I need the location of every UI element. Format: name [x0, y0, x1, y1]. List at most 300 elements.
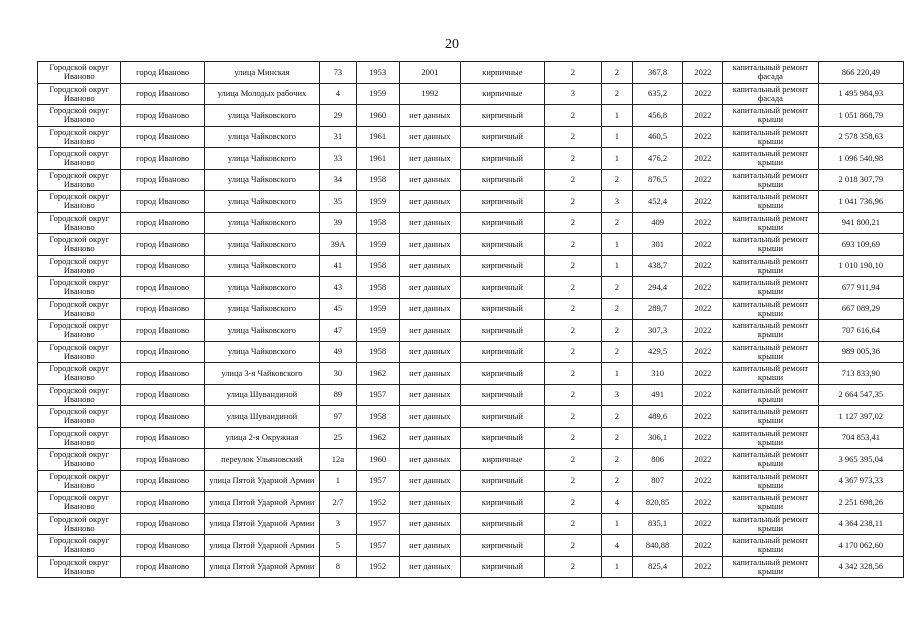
wall-material-cell: кирпичный	[461, 384, 545, 406]
house-number-cell: 30	[320, 363, 357, 385]
floors-cell: 2	[544, 126, 601, 148]
plan-year-cell: 2022	[683, 470, 723, 492]
settlement-cell: город Иваново	[121, 427, 204, 449]
table-row	[38, 255, 904, 277]
renovation-year-cell: нет данных	[399, 406, 461, 428]
settlement-cell: город Иваново	[121, 363, 204, 385]
street-cell: улица Минская	[204, 62, 319, 84]
build-year-cell: 1958	[356, 406, 399, 428]
work-type-cell: капитальный ремонт крыши	[723, 427, 818, 449]
municipality-cell: Городской округ Иваново	[38, 62, 121, 84]
settlement-cell: город Иваново	[121, 83, 204, 105]
work-type-cell: капитальный ремонт крыши	[723, 277, 818, 299]
municipality-cell: Городской округ Иваново	[38, 83, 121, 105]
wall-material-cell: кирпичный	[461, 470, 545, 492]
municipality-cell: Городской округ Иваново	[38, 126, 121, 148]
build-year-cell: 1960	[356, 449, 399, 471]
cost-cell: 4 342 328,56	[818, 556, 903, 578]
renovation-year-cell: нет данных	[399, 126, 461, 148]
street-cell: улица Пятой Ударной Армии	[204, 492, 319, 514]
street-cell: улица Чайковского	[204, 341, 319, 363]
cost-cell: 866 220,49	[818, 62, 903, 84]
table-row	[38, 298, 904, 320]
entrances-cell: 2	[602, 277, 633, 299]
floors-cell: 2	[544, 406, 601, 428]
wall-material-cell: кирпичный	[461, 212, 545, 234]
work-type-cell: капитальный ремонт крыши	[723, 126, 818, 148]
area-cell: 409	[632, 212, 683, 234]
work-type-cell: капитальный ремонт крыши	[723, 234, 818, 256]
table-row	[38, 320, 904, 342]
plan-year-cell: 2022	[683, 212, 723, 234]
street-cell: улица Чайковского	[204, 298, 319, 320]
table-row	[38, 62, 904, 84]
wall-material-cell: кирпичный	[461, 492, 545, 514]
house-number-cell: 97	[320, 406, 357, 428]
settlement-cell: город Иваново	[121, 62, 204, 84]
work-type-cell: капитальный ремонт крыши	[723, 535, 818, 557]
street-cell: улица Чайковского	[204, 320, 319, 342]
floors-cell: 2	[544, 62, 601, 84]
cost-cell: 693 109,69	[818, 234, 903, 256]
floors-cell: 2	[544, 470, 601, 492]
build-year-cell: 1958	[356, 277, 399, 299]
plan-year-cell: 2022	[683, 320, 723, 342]
street-cell: улица Чайковского	[204, 126, 319, 148]
renovation-year-cell: нет данных	[399, 105, 461, 127]
floors-cell: 2	[544, 384, 601, 406]
municipality-cell: Городской округ Иваново	[38, 513, 121, 535]
entrances-cell: 1	[602, 513, 633, 535]
house-number-cell: 41	[320, 255, 357, 277]
settlement-cell: город Иваново	[121, 535, 204, 557]
house-number-cell: 29	[320, 105, 357, 127]
street-cell: улица Чайковского	[204, 234, 319, 256]
wall-material-cell: кирпичные	[461, 62, 545, 84]
floors-cell: 2	[544, 513, 601, 535]
floors-cell: 2	[544, 320, 601, 342]
municipality-cell: Городской округ Иваново	[38, 212, 121, 234]
street-cell: улица 2-я Окружная	[204, 427, 319, 449]
wall-material-cell: кирпичный	[461, 126, 545, 148]
settlement-cell: город Иваново	[121, 148, 204, 170]
street-cell: улица Пятой Ударной Армии	[204, 470, 319, 492]
settlement-cell: город Иваново	[121, 105, 204, 127]
wall-material-cell: кирпичный	[461, 341, 545, 363]
floors-cell: 2	[544, 556, 601, 578]
work-type-cell: капитальный ремонт крыши	[723, 470, 818, 492]
entrances-cell: 2	[602, 427, 633, 449]
table-row	[38, 470, 904, 492]
settlement-cell: город Иваново	[121, 513, 204, 535]
build-year-cell: 1958	[356, 255, 399, 277]
work-type-cell: капитальный ремонт крыши	[723, 406, 818, 428]
area-cell: 476,2	[632, 148, 683, 170]
table-row	[38, 126, 904, 148]
entrances-cell: 1	[602, 148, 633, 170]
renovation-year-cell: нет данных	[399, 535, 461, 557]
floors-cell: 2	[544, 191, 601, 213]
plan-year-cell: 2022	[683, 148, 723, 170]
street-cell: улица Чайковского	[204, 169, 319, 191]
floors-cell: 2	[544, 449, 601, 471]
table-row	[38, 169, 904, 191]
build-year-cell: 1959	[356, 298, 399, 320]
area-cell: 294,4	[632, 277, 683, 299]
build-year-cell: 1957	[356, 384, 399, 406]
entrances-cell: 1	[602, 556, 633, 578]
area-cell: 460,5	[632, 126, 683, 148]
area-cell: 367,8	[632, 62, 683, 84]
table-row	[38, 191, 904, 213]
house-number-cell: 43	[320, 277, 357, 299]
build-year-cell: 1959	[356, 83, 399, 105]
entrances-cell: 2	[602, 83, 633, 105]
wall-material-cell: кирпичные	[461, 83, 545, 105]
entrances-cell: 3	[602, 191, 633, 213]
plan-year-cell: 2022	[683, 363, 723, 385]
area-cell: 876,5	[632, 169, 683, 191]
floors-cell: 2	[544, 234, 601, 256]
plan-year-cell: 2022	[683, 384, 723, 406]
build-year-cell: 1958	[356, 169, 399, 191]
cost-cell: 1 495 984,93	[818, 83, 903, 105]
house-number-cell: 2/7	[320, 492, 357, 514]
work-type-cell: капитальный ремонт крыши	[723, 148, 818, 170]
settlement-cell: город Иваново	[121, 341, 204, 363]
municipality-cell: Городской округ Иваново	[38, 298, 121, 320]
build-year-cell: 1959	[356, 320, 399, 342]
municipality-cell: Городской округ Иваново	[38, 427, 121, 449]
street-cell: улица 3-я Чайковского	[204, 363, 319, 385]
cost-cell: 667 089,29	[818, 298, 903, 320]
cost-cell: 1 041 736,96	[818, 191, 903, 213]
wall-material-cell: кирпичный	[461, 406, 545, 428]
housing-repair-table	[37, 61, 904, 578]
area-cell: 310	[632, 363, 683, 385]
street-cell: улица Чайковского	[204, 255, 319, 277]
area-cell: 840,88	[632, 535, 683, 557]
table-row	[38, 492, 904, 514]
work-type-cell: капитальный ремонт крыши	[723, 320, 818, 342]
work-type-cell: капитальный ремонт фасада	[723, 62, 818, 84]
cost-cell: 1 127 397,02	[818, 406, 903, 428]
plan-year-cell: 2022	[683, 83, 723, 105]
entrances-cell: 2	[602, 212, 633, 234]
plan-year-cell: 2022	[683, 513, 723, 535]
municipality-cell: Городской округ Иваново	[38, 535, 121, 557]
cost-cell: 2 018 307,79	[818, 169, 903, 191]
house-number-cell: 33	[320, 148, 357, 170]
entrances-cell: 2	[602, 62, 633, 84]
plan-year-cell: 2022	[683, 62, 723, 84]
house-number-cell: 25	[320, 427, 357, 449]
build-year-cell: 1958	[356, 341, 399, 363]
renovation-year-cell: нет данных	[399, 556, 461, 578]
table-row	[38, 212, 904, 234]
wall-material-cell: кирпичный	[461, 169, 545, 191]
work-type-cell: капитальный ремонт крыши	[723, 513, 818, 535]
entrances-cell: 1	[602, 363, 633, 385]
renovation-year-cell: нет данных	[399, 148, 461, 170]
house-number-cell: 4	[320, 83, 357, 105]
house-number-cell: 89	[320, 384, 357, 406]
work-type-cell: капитальный ремонт крыши	[723, 191, 818, 213]
entrances-cell: 2	[602, 341, 633, 363]
build-year-cell: 1962	[356, 427, 399, 449]
build-year-cell: 1960	[356, 105, 399, 127]
floors-cell: 2	[544, 427, 601, 449]
settlement-cell: город Иваново	[121, 255, 204, 277]
area-cell: 438,7	[632, 255, 683, 277]
build-year-cell: 1961	[356, 148, 399, 170]
municipality-cell: Городской округ Иваново	[38, 234, 121, 256]
wall-material-cell: кирпичный	[461, 320, 545, 342]
entrances-cell: 2	[602, 298, 633, 320]
municipality-cell: Городской округ Иваново	[38, 277, 121, 299]
area-cell: 456,8	[632, 105, 683, 127]
house-number-cell: 34	[320, 169, 357, 191]
table-row	[38, 556, 904, 578]
work-type-cell: капитальный ремонт крыши	[723, 449, 818, 471]
build-year-cell: 1952	[356, 556, 399, 578]
entrances-cell: 1	[602, 234, 633, 256]
build-year-cell: 1952	[356, 492, 399, 514]
plan-year-cell: 2022	[683, 341, 723, 363]
work-type-cell: капитальный ремонт крыши	[723, 384, 818, 406]
entrances-cell: 1	[602, 105, 633, 127]
work-type-cell: капитальный ремонт крыши	[723, 255, 818, 277]
renovation-year-cell: нет данных	[399, 492, 461, 514]
entrances-cell: 2	[602, 406, 633, 428]
floors-cell: 2	[544, 277, 601, 299]
page-number: 20	[445, 37, 459, 52]
build-year-cell: 1957	[356, 535, 399, 557]
area-cell: 452,4	[632, 191, 683, 213]
house-number-cell: 5	[320, 535, 357, 557]
cost-cell: 1 051 868,79	[818, 105, 903, 127]
plan-year-cell: 2022	[683, 449, 723, 471]
plan-year-cell: 2022	[683, 406, 723, 428]
house-number-cell: 35	[320, 191, 357, 213]
settlement-cell: город Иваново	[121, 556, 204, 578]
floors-cell: 2	[544, 105, 601, 127]
work-type-cell: капитальный ремонт крыши	[723, 556, 818, 578]
municipality-cell: Городской округ Иваново	[38, 449, 121, 471]
floors-cell: 2	[544, 363, 601, 385]
street-cell: улица Чайковского	[204, 212, 319, 234]
table-row	[38, 384, 904, 406]
cost-cell: 2 664 547,35	[818, 384, 903, 406]
renovation-year-cell: нет данных	[399, 191, 461, 213]
street-cell: улица Пятой Ударной Армии	[204, 556, 319, 578]
plan-year-cell: 2022	[683, 234, 723, 256]
area-cell: 635,2	[632, 83, 683, 105]
table-row	[38, 148, 904, 170]
cost-cell: 4 364 238,11	[818, 513, 903, 535]
street-cell: улица Чайковского	[204, 277, 319, 299]
work-type-cell: капитальный ремонт крыши	[723, 341, 818, 363]
table-row	[38, 535, 904, 557]
renovation-year-cell: нет данных	[399, 513, 461, 535]
settlement-cell: город Иваново	[121, 277, 204, 299]
cost-cell: 941 800,21	[818, 212, 903, 234]
street-cell: улица Шувандиной	[204, 384, 319, 406]
settlement-cell: город Иваново	[121, 320, 204, 342]
wall-material-cell: кирпичный	[461, 427, 545, 449]
municipality-cell: Городской округ Иваново	[38, 105, 121, 127]
plan-year-cell: 2022	[683, 277, 723, 299]
cost-cell: 989 005,36	[818, 341, 903, 363]
area-cell: 429,5	[632, 341, 683, 363]
table-row	[38, 277, 904, 299]
renovation-year-cell: нет данных	[399, 449, 461, 471]
municipality-cell: Городской округ Иваново	[38, 341, 121, 363]
build-year-cell: 1961	[356, 126, 399, 148]
settlement-cell: город Иваново	[121, 470, 204, 492]
area-cell: 306,1	[632, 427, 683, 449]
house-number-cell: 47	[320, 320, 357, 342]
table-row	[38, 363, 904, 385]
table-row	[38, 513, 904, 535]
settlement-cell: город Иваново	[121, 191, 204, 213]
table-row	[38, 105, 904, 127]
plan-year-cell: 2022	[683, 169, 723, 191]
cost-cell: 4 170 062,60	[818, 535, 903, 557]
floors-cell: 2	[544, 298, 601, 320]
floors-cell: 2	[544, 492, 601, 514]
entrances-cell: 2	[602, 169, 633, 191]
work-type-cell: капитальный ремонт крыши	[723, 169, 818, 191]
cost-cell: 704 853,41	[818, 427, 903, 449]
renovation-year-cell: нет данных	[399, 384, 461, 406]
plan-year-cell: 2022	[683, 427, 723, 449]
cost-cell: 1 010 190,10	[818, 255, 903, 277]
wall-material-cell: кирпичный	[461, 363, 545, 385]
settlement-cell: город Иваново	[121, 449, 204, 471]
street-cell: улица Чайковского	[204, 148, 319, 170]
renovation-year-cell: нет данных	[399, 470, 461, 492]
table-row	[38, 427, 904, 449]
street-cell: улица Чайковского	[204, 191, 319, 213]
wall-material-cell: кирпичный	[461, 298, 545, 320]
entrances-cell: 2	[602, 470, 633, 492]
renovation-year-cell: нет данных	[399, 341, 461, 363]
house-number-cell: 39	[320, 212, 357, 234]
renovation-year-cell: нет данных	[399, 169, 461, 191]
area-cell: 835,1	[632, 513, 683, 535]
table-row	[38, 234, 904, 256]
settlement-cell: город Иваново	[121, 234, 204, 256]
area-cell: 491	[632, 384, 683, 406]
table-row	[38, 341, 904, 363]
municipality-cell: Городской округ Иваново	[38, 470, 121, 492]
entrances-cell: 2	[602, 449, 633, 471]
cost-cell: 1 096 540,98	[818, 148, 903, 170]
floors-cell: 2	[544, 535, 601, 557]
renovation-year-cell: нет данных	[399, 277, 461, 299]
area-cell: 820,85	[632, 492, 683, 514]
settlement-cell: город Иваново	[121, 298, 204, 320]
entrances-cell: 2	[602, 320, 633, 342]
work-type-cell: капитальный ремонт крыши	[723, 363, 818, 385]
floors-cell: 2	[544, 255, 601, 277]
cost-cell: 677 911,94	[818, 277, 903, 299]
renovation-year-cell: нет данных	[399, 212, 461, 234]
wall-material-cell: кирпичный	[461, 191, 545, 213]
entrances-cell: 3	[602, 384, 633, 406]
street-cell: улица Шувандиной	[204, 406, 319, 428]
plan-year-cell: 2022	[683, 556, 723, 578]
wall-material-cell: кирпичный	[461, 513, 545, 535]
plan-year-cell: 2022	[683, 255, 723, 277]
renovation-year-cell: нет данных	[399, 234, 461, 256]
cost-cell: 3 965 395,04	[818, 449, 903, 471]
municipality-cell: Городской округ Иваново	[38, 169, 121, 191]
renovation-year-cell: нет данных	[399, 255, 461, 277]
work-type-cell: капитальный ремонт крыши	[723, 298, 818, 320]
build-year-cell: 1959	[356, 191, 399, 213]
area-cell: 825,4	[632, 556, 683, 578]
build-year-cell: 1953	[356, 62, 399, 84]
house-number-cell: 45	[320, 298, 357, 320]
build-year-cell: 1957	[356, 513, 399, 535]
build-year-cell: 1962	[356, 363, 399, 385]
plan-year-cell: 2022	[683, 535, 723, 557]
municipality-cell: Городской округ Иваново	[38, 492, 121, 514]
municipality-cell: Городской округ Иваново	[38, 148, 121, 170]
floors-cell: 3	[544, 83, 601, 105]
entrances-cell: 4	[602, 535, 633, 557]
plan-year-cell: 2022	[683, 492, 723, 514]
cost-cell: 2 578 358,63	[818, 126, 903, 148]
entrances-cell: 1	[602, 126, 633, 148]
renovation-year-cell: нет данных	[399, 298, 461, 320]
settlement-cell: город Иваново	[121, 406, 204, 428]
floors-cell: 2	[544, 169, 601, 191]
municipality-cell: Городской округ Иваново	[38, 406, 121, 428]
build-year-cell: 1959	[356, 234, 399, 256]
floors-cell: 2	[544, 148, 601, 170]
build-year-cell: 1957	[356, 470, 399, 492]
table-row	[38, 449, 904, 471]
plan-year-cell: 2022	[683, 105, 723, 127]
entrances-cell: 4	[602, 492, 633, 514]
plan-year-cell: 2022	[683, 298, 723, 320]
settlement-cell: город Иваново	[121, 492, 204, 514]
settlement-cell: город Иваново	[121, 212, 204, 234]
wall-material-cell: кирпичный	[461, 234, 545, 256]
house-number-cell: 49	[320, 341, 357, 363]
cost-cell: 707 616,64	[818, 320, 903, 342]
area-cell: 807	[632, 470, 683, 492]
renovation-year-cell: 1992	[399, 83, 461, 105]
street-cell: улица Пятой Ударной Армии	[204, 513, 319, 535]
area-cell: 489,6	[632, 406, 683, 428]
house-number-cell: 31	[320, 126, 357, 148]
house-number-cell: 8	[320, 556, 357, 578]
floors-cell: 2	[544, 212, 601, 234]
work-type-cell: капитальный ремонт крыши	[723, 492, 818, 514]
work-type-cell: капитальный ремонт крыши	[723, 105, 818, 127]
renovation-year-cell: нет данных	[399, 427, 461, 449]
wall-material-cell: кирпичный	[461, 148, 545, 170]
street-cell: улица Чайковского	[204, 105, 319, 127]
renovation-year-cell: 2001	[399, 62, 461, 84]
wall-material-cell: кирпичный	[461, 277, 545, 299]
entrances-cell: 1	[602, 255, 633, 277]
municipality-cell: Городской округ Иваново	[38, 191, 121, 213]
